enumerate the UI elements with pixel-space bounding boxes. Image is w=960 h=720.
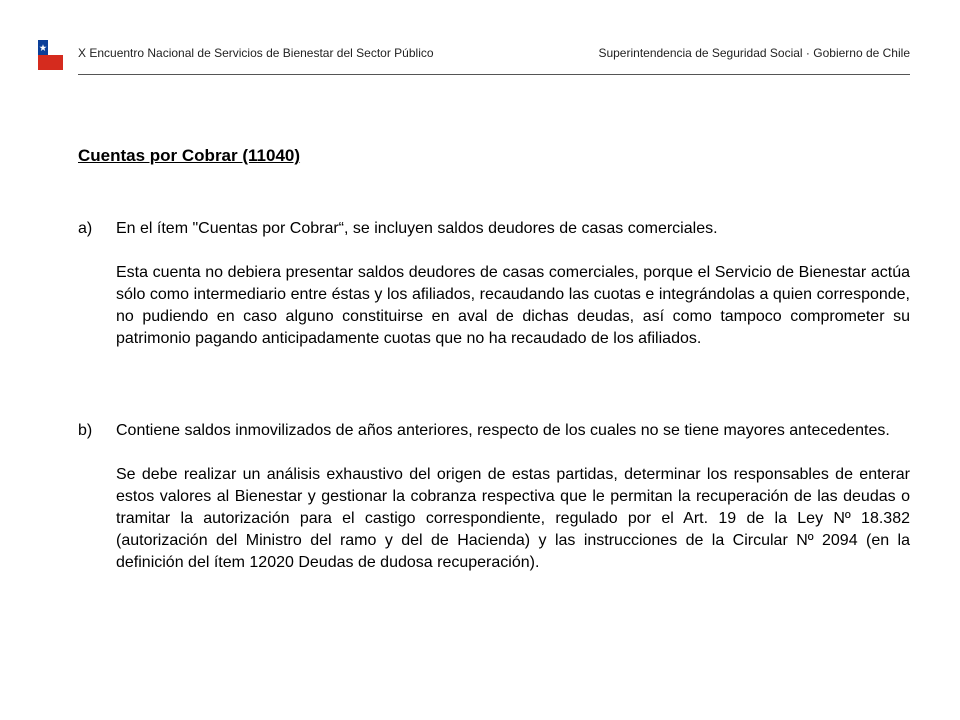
event-title: X Encuentro Nacional de Servicios de Bienestar del Sector Público [78,46,434,60]
list-item-body [116,420,910,574]
section-title: Cuentas por Cobrar (11040) [78,146,301,165]
list-item-body [116,218,910,350]
header-divider [78,74,910,75]
list-item [78,218,910,350]
list-item [78,420,910,574]
chile-flag-icon [38,40,63,70]
item-lead-text: En el ítem "Cuentas por Cobrar“, se incluyen saldos deudores de casas comerciales. [116,220,718,237]
organization-name: Superintendencia de Seguridad Social · Gobierno de Chile [598,46,910,60]
item-detail-text: Se debe realizar un análisis exhaustivo del origen de estas partidas, determinar los responsables de enterar estos valores al Bienestar y gestionar la cobranza respectiva que le permitan la recuperación de las deudas o tramitar la autorización para el castigo correspondiente, regulado por el Art. 19 de la Ley Nº 18.382 (autorización del Ministro del ramo y del de Hacienda) y las instrucciones de la Circular Nº 2094 (en la definición del ítem 12020 Deudas de dudosa recuperación). [116,466,910,571]
list-marker: a) [78,220,93,237]
item-detail-text: Esta cuenta no debiera presentar saldos deudores de casas comerciales, porque el Servicio de Bienestar actúa sólo como intermediario entre éstas y los afiliados, recaudando las cuotas e integrándolas a quien corresponde, no pudiendo en caso alguno constituirse en aval de dichas deudas, así como tampoco comprometer su patrimonio pagando anticipadamente cuotas que no ha recaudado de los afiliados. [116,264,910,347]
list-marker: b) [78,422,93,439]
item-lead-text: Contiene saldos inmovilizados de años anteriores, respecto de los cuales no se tiene mayores antecedentes. [116,422,890,439]
